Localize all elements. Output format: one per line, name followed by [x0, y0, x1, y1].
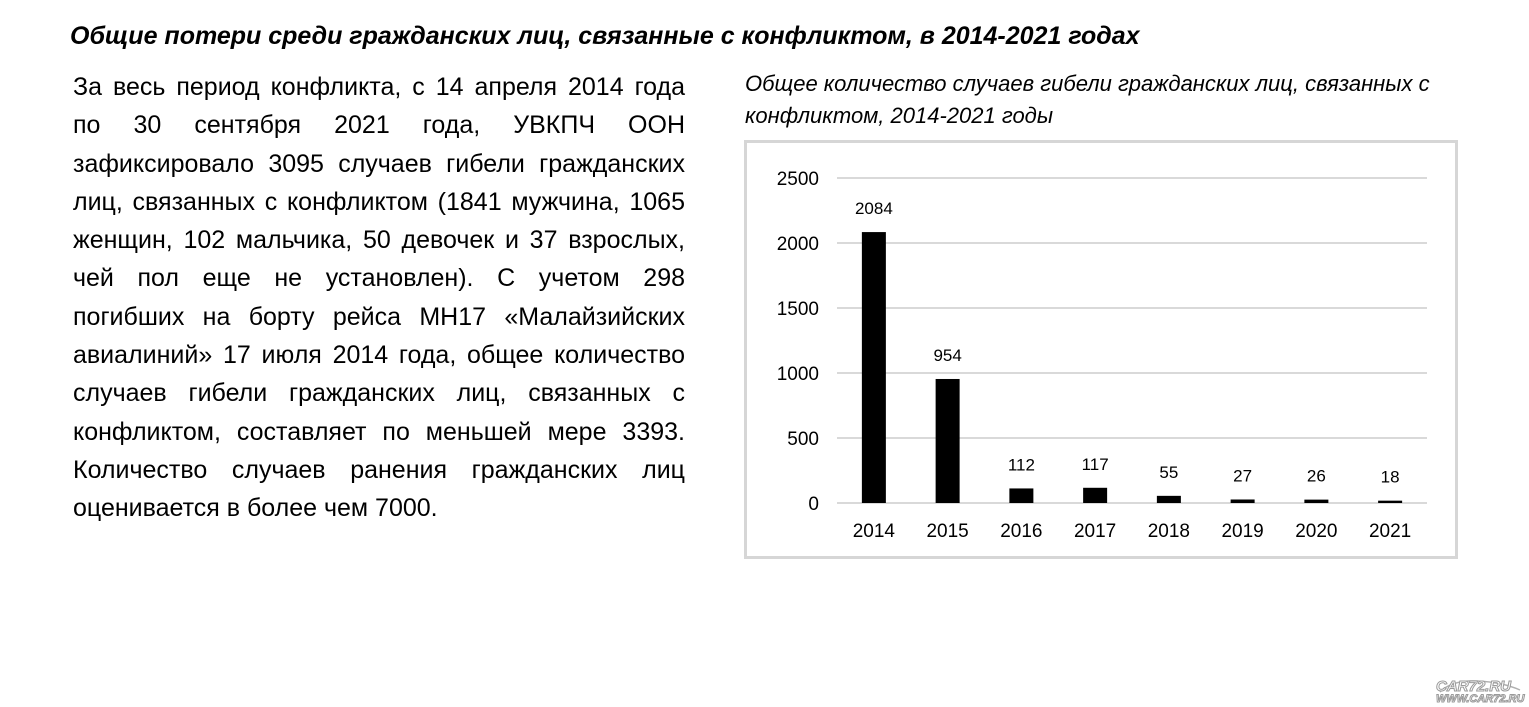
watermark-text [1436, 680, 1524, 706]
x-tick-label: 2020 [1295, 521, 1338, 542]
chart-frame [744, 140, 1458, 559]
x-tick-label: 2015 [926, 521, 969, 542]
y-tick-label: 2500 [776, 169, 819, 190]
chart-title: Общее количество случаев гибели гражданских лиц, связанных с конфликтом, 2014-2021 годы [745, 71, 1430, 128]
y-tick-label: 1500 [776, 299, 819, 320]
x-tick-label: 2017 [1073, 521, 1117, 542]
x-tick-label: 2014 [852, 521, 896, 542]
bar [1231, 499, 1255, 503]
bar-chart [747, 143, 1455, 556]
data-label: 112 [1007, 455, 1035, 475]
data-label: 27 [1233, 466, 1253, 486]
x-tick-label: 2021 [1368, 521, 1412, 542]
x-tick-label: 2018 [1147, 521, 1191, 542]
x-tick-label: 2019 [1221, 521, 1264, 542]
bar [1083, 488, 1107, 503]
bar [862, 232, 886, 503]
bar [1378, 501, 1402, 503]
data-label: 26 [1306, 466, 1326, 486]
bar [1157, 496, 1181, 503]
bar [936, 379, 960, 503]
y-tick-label: 500 [787, 429, 819, 450]
data-label: 18 [1380, 467, 1400, 487]
bar [1304, 500, 1328, 503]
y-tick-label: 2000 [776, 234, 819, 255]
document-body-text: За весь период конфликта, с 14 апреля 2014 года по 30 сентября 2021 года, УВКПЧ ООН зафиксировало 3095 случаев гибели гражданских лиц, связанных с конфликтом (1841 мужчина, 1065 женщин, 102 мальчика, 50 девочек и 37 взрослых, чей пол еще не установлен). С учетом 298 погибших на борту рейса MH17 «Малайзийских авиалиний» 17 июля 2014 года, общее количество случаев гибели гражданских лиц, связанных с конфликтом, составляет по меньшей мере 3393. Количество случаев ранения гражданских лиц оценивается в более чем 7000. [73, 73, 685, 523]
watermark-line-1: CAR72.RU [1436, 678, 1512, 695]
data-label: 2084 [854, 199, 893, 219]
y-tick-label: 0 [808, 494, 819, 515]
y-tick-label: 1000 [776, 364, 819, 385]
data-label: 954 [933, 345, 962, 365]
watermark-line-2: WWW.CAR72.RU [1436, 693, 1525, 705]
data-label: 55 [1159, 462, 1179, 482]
document-heading: Общие потери среди гражданских лиц, связанные с конфликтом, в 2014-2021 годах [70, 22, 1140, 50]
x-tick-label: 2016 [1000, 521, 1043, 542]
bar [1009, 488, 1033, 503]
data-label: 117 [1081, 454, 1109, 474]
